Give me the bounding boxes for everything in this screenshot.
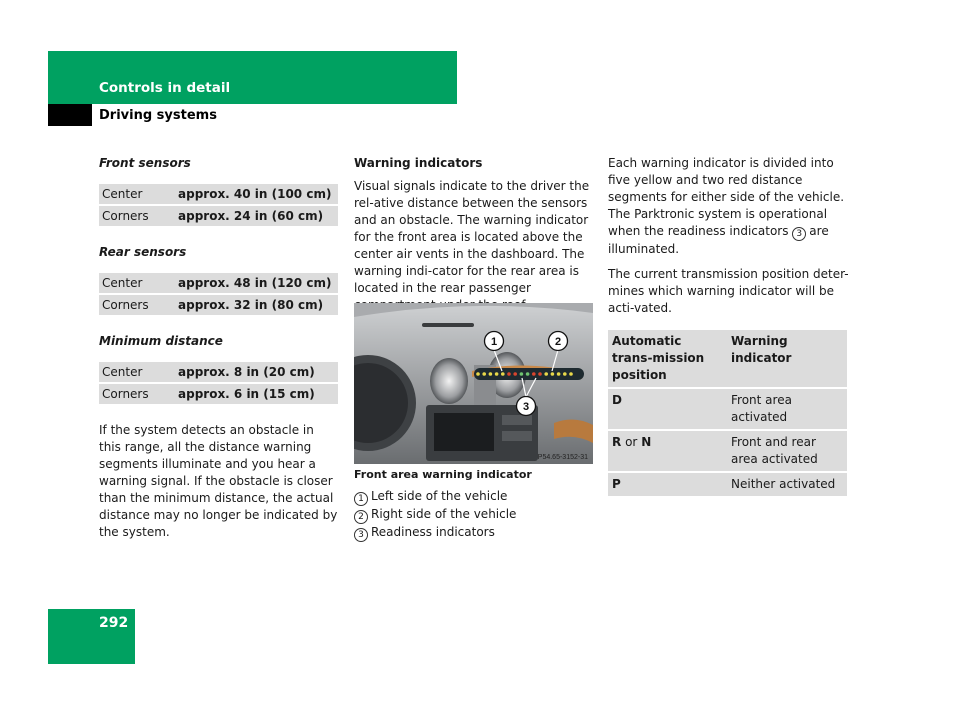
front-sensors-heading: Front sensors <box>99 156 191 170</box>
dashboard-photo <box>354 303 593 464</box>
readiness-number: 3 <box>792 227 806 241</box>
row-label: Center <box>99 362 175 382</box>
callout-3-label: 3 <box>522 401 530 413</box>
subsection-title: Driving systems <box>99 108 217 123</box>
row-value: approx. 32 in (80 cm) <box>175 295 338 315</box>
section-tab-marker <box>48 104 92 126</box>
indicator-cell: Neither activated <box>727 473 847 496</box>
section-title: Controls in detail <box>99 80 231 96</box>
transmission-table <box>608 328 847 498</box>
led-segment <box>520 372 524 376</box>
minimum-distance-table <box>99 360 338 406</box>
obstacle-paragraph: If the system detects an obstacle in this range, all the distance warning segments illuminate and you hear a warning signal. If the obstacle is closer than the minimum distance, the actual distance may no longer be indicated by the system. <box>99 423 338 539</box>
led-segment <box>551 372 555 376</box>
led-segment <box>538 372 542 376</box>
header-band <box>48 51 457 104</box>
rear-sensors-heading: Rear sensors <box>99 245 187 259</box>
row-value: approx. 48 in (120 cm) <box>175 273 338 293</box>
led-segment <box>544 372 548 376</box>
page-number: 292 <box>99 615 129 631</box>
led-segment <box>507 372 511 376</box>
middle-column <box>354 155 594 314</box>
led-segment <box>569 372 573 376</box>
table-row <box>99 184 338 204</box>
led-segment <box>476 372 480 376</box>
position-cell <box>608 473 727 496</box>
legend-text: Right side of the vehicle <box>371 507 517 521</box>
row-value: approx. 6 in (15 cm) <box>175 384 338 404</box>
led-segment <box>557 372 561 376</box>
led-segment <box>513 372 517 376</box>
left-column <box>99 155 339 541</box>
row-label: Corners <box>99 384 175 404</box>
position-letter: D <box>612 393 622 407</box>
table-row <box>99 273 338 293</box>
row-value: approx. 24 in (60 cm) <box>175 206 338 226</box>
row-label: Corners <box>99 206 175 226</box>
position-cell <box>608 431 727 471</box>
callout-1-label: 1 <box>490 336 498 348</box>
table-row <box>99 362 338 382</box>
row-label: Corners <box>99 295 175 315</box>
position-letter: N <box>641 435 652 449</box>
table-row <box>99 295 338 315</box>
legend-number: 1 <box>354 492 368 506</box>
position-cell <box>608 389 727 429</box>
callout-2-label: 2 <box>554 336 562 348</box>
legend-number: 2 <box>354 510 368 524</box>
led-segment <box>526 372 530 376</box>
table-row <box>99 206 338 226</box>
legend-text: Readiness indicators <box>371 525 495 539</box>
row-label: Center <box>99 273 175 293</box>
position-letter: P <box>612 477 621 491</box>
table-row <box>608 389 847 429</box>
led-segment <box>495 372 499 376</box>
legend-item <box>354 506 516 524</box>
row-label: Center <box>99 184 175 204</box>
transmission-paragraph: The current transmission position deter-mines which warning indicator will be acti-vated. <box>608 267 849 315</box>
legend-item <box>354 488 516 506</box>
table-header-row <box>608 330 847 387</box>
column-header: Warning indicator <box>727 330 847 387</box>
right-column <box>608 155 850 498</box>
led-segment <box>489 372 493 376</box>
segments-text: Each warning indicator is divided into five yellow and two red distance segments for either side of the vehicle. The Parktronic system is operational when the readiness indicators <box>608 156 845 238</box>
led-segment <box>482 372 486 376</box>
led-segment <box>563 372 567 376</box>
led-segment <box>532 372 536 376</box>
row-value: approx. 8 in (20 cm) <box>175 362 338 382</box>
row-value: approx. 40 in (100 cm) <box>175 184 338 204</box>
warning-indicators-paragraph: Visual signals indicate to the driver the rel-ative distance between the sensors and an obstacle. The warning indicator for the front area is located above the center air vents in the dashboard. The warning indi-cator for the rear area is located in the rear passenger <box>354 179 590 295</box>
figure-legend <box>354 488 516 542</box>
position-or: or <box>625 435 638 449</box>
segments-text-end: are illuminated. <box>608 224 829 256</box>
led-segment <box>501 372 505 376</box>
legend-item <box>354 524 516 542</box>
table-row <box>608 473 847 496</box>
legend-number: 3 <box>354 528 368 542</box>
indicator-cell: Front area activated <box>727 389 847 429</box>
rear-sensors-table <box>99 271 338 317</box>
front-sensors-table <box>99 182 338 228</box>
legend-text: Left side of the vehicle <box>371 489 508 503</box>
column-header: Automatic trans-mission position <box>608 330 727 387</box>
segments-paragraph <box>608 155 850 258</box>
figure-caption: Front area warning indicator <box>354 468 532 481</box>
figure-code: P54.65-3152-31 <box>537 454 588 461</box>
minimum-distance-heading: Minimum distance <box>99 334 223 348</box>
warning-indicators-heading: Warning indicators <box>354 156 483 170</box>
table-row <box>99 384 338 404</box>
table-row <box>608 431 847 471</box>
position-letter: R <box>612 435 622 449</box>
indicator-cell: Front and rear area activated <box>727 431 847 471</box>
